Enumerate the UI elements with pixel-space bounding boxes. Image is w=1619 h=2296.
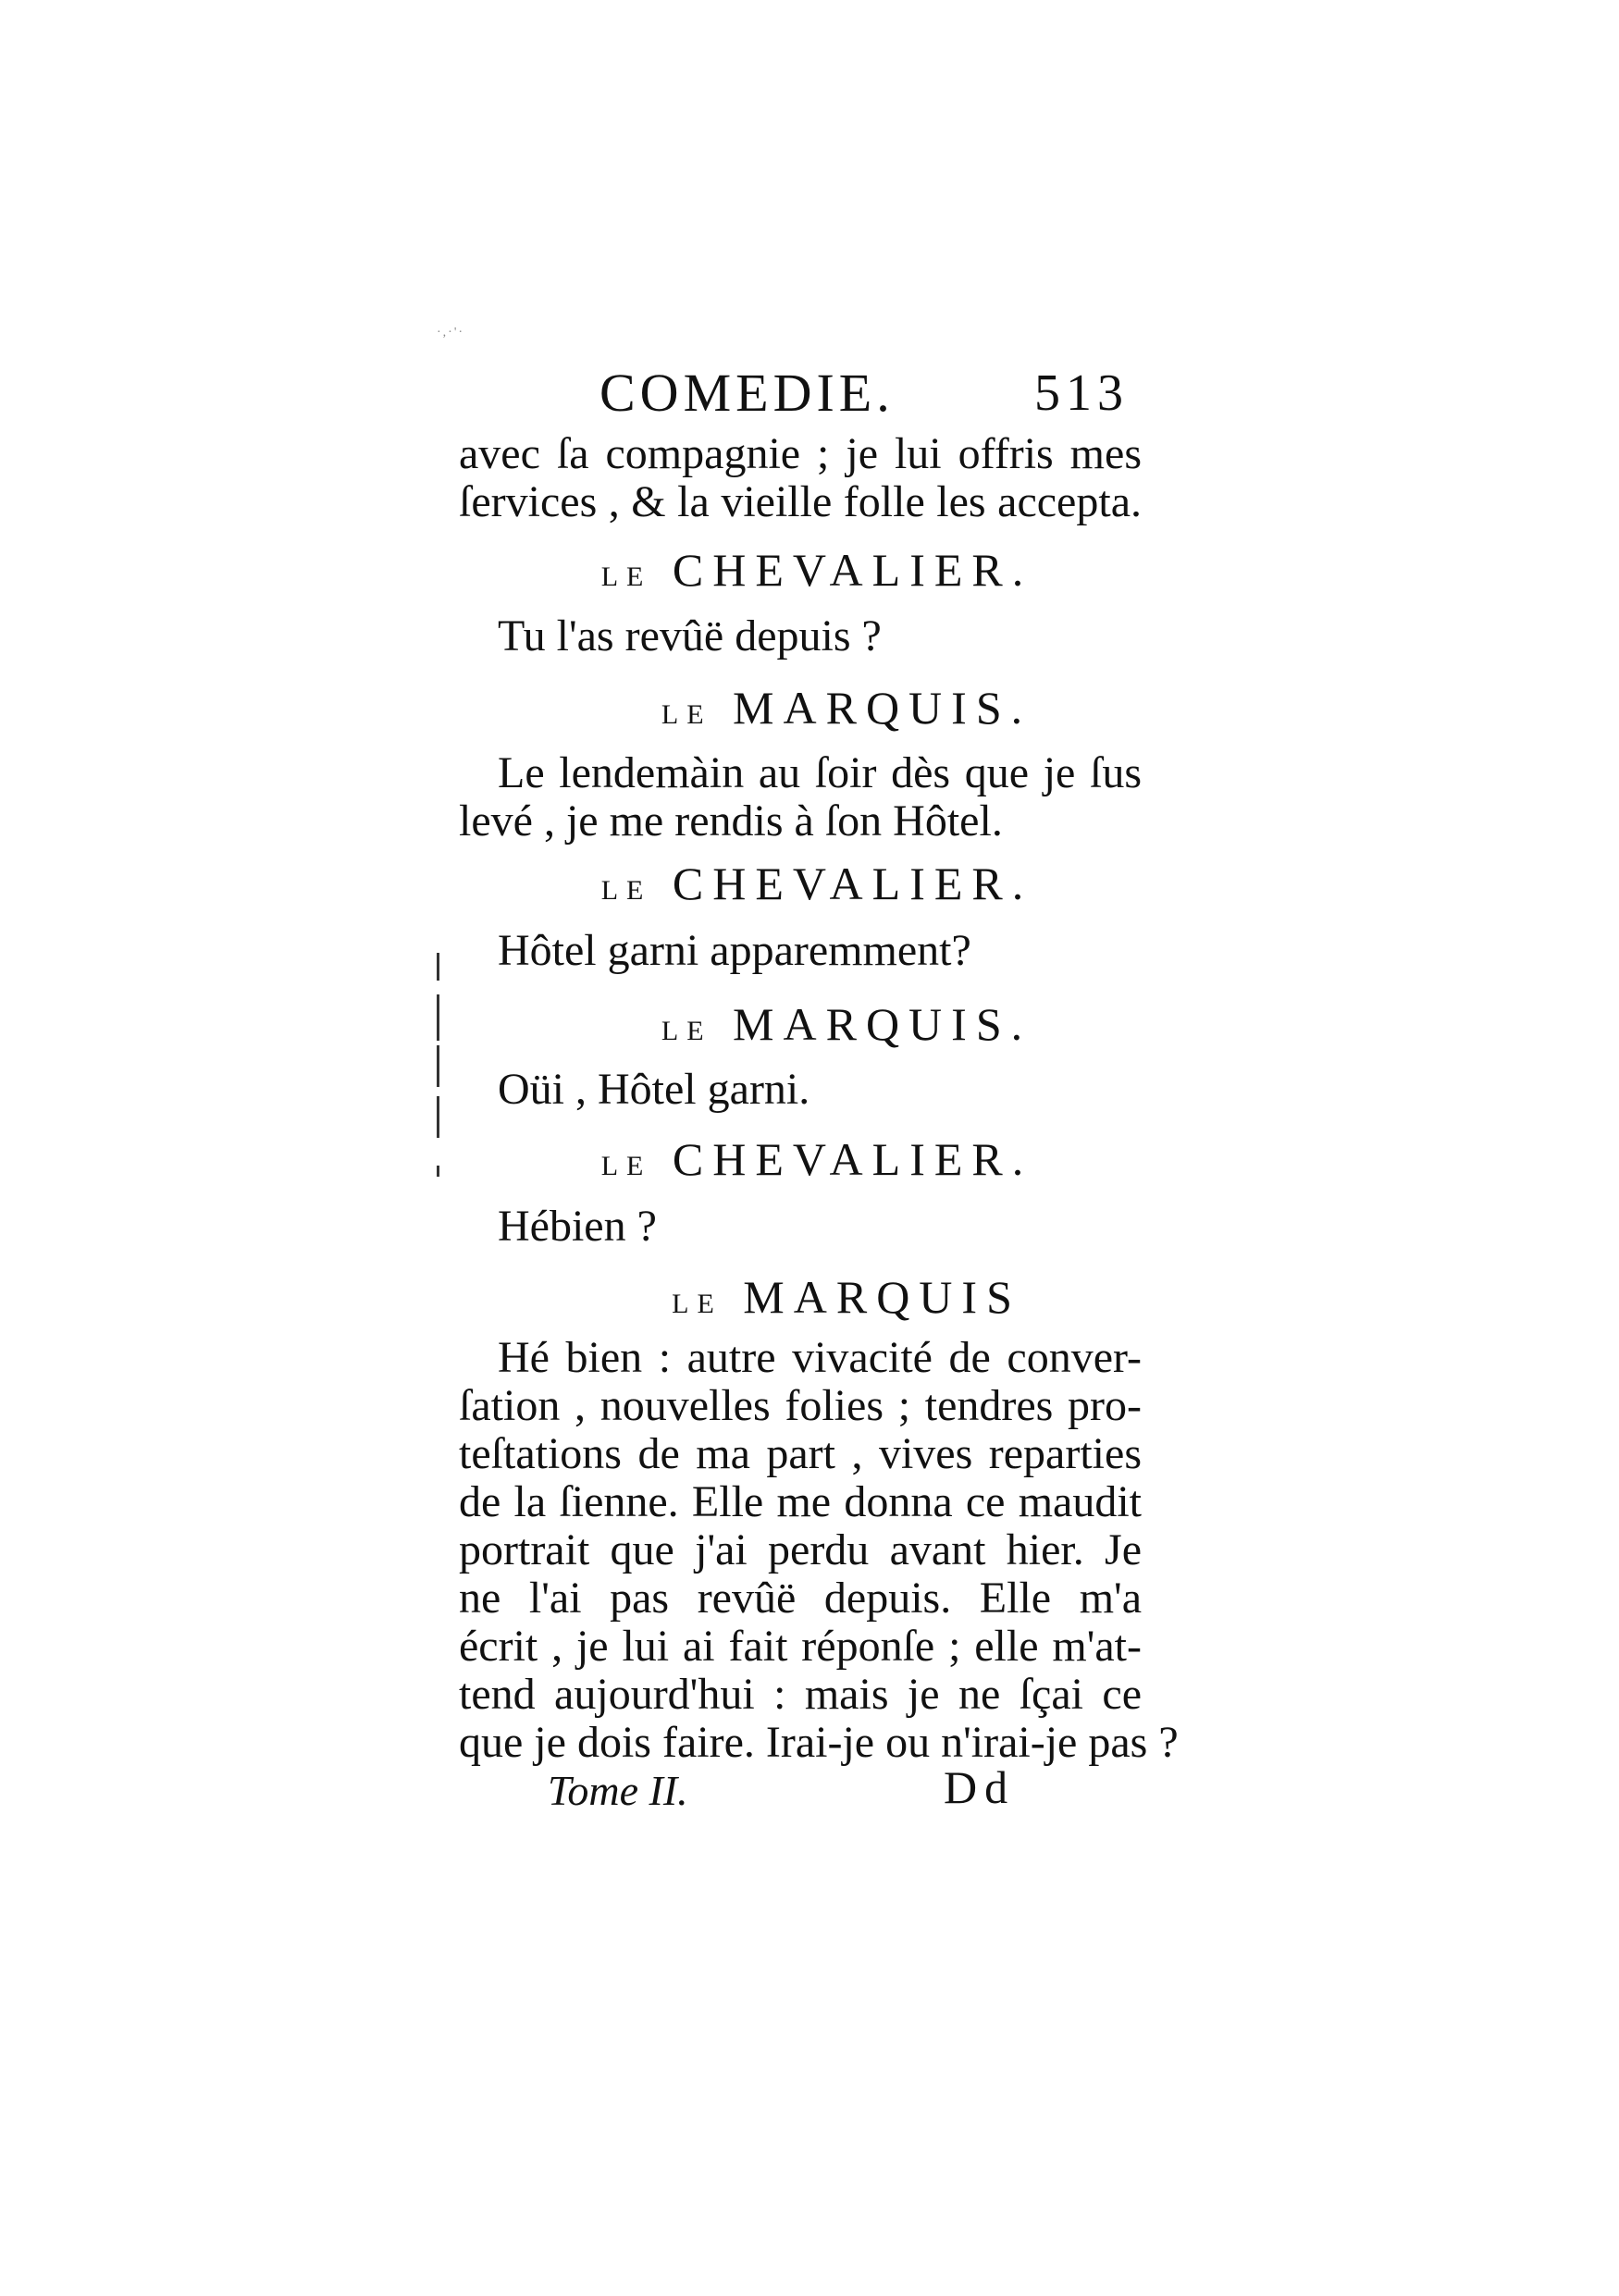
speaker-heading: [0, 1131, 1619, 1194]
dialogue-line: tend aujourd'hui : mais je ne ſçai ce: [459, 1670, 1142, 1719]
margin-rule: [437, 953, 439, 981]
text-line: ſervices , & la vieille folle les accepta.: [459, 477, 1142, 526]
speaker-article: LE: [600, 562, 652, 592]
dialogue-line: de la ſienne. Elle me donna ce maudit: [459, 1477, 1142, 1526]
speaker-heading: [0, 542, 1619, 605]
text-line: avec ſa compagnie ; je lui offris mes: [459, 429, 1142, 478]
dialogue-line: Le lendemàin au ſoir dès que je ſus: [498, 748, 1142, 797]
stray-ink-mark: ·,·'·: [437, 326, 465, 339]
dialogue-line: écrit , je lui ai fait réponſe ; elle m'at-: [459, 1622, 1142, 1671]
page-header: [0, 356, 1619, 430]
margin-rule: [437, 994, 439, 1041]
margin-rule: [437, 1045, 439, 1087]
speaker-name: CHEVALIER.: [672, 858, 1033, 909]
speaker-heading: [0, 680, 1619, 743]
dialogue-line: Hôtel garni apparemment?: [498, 926, 971, 975]
dialogue-line: ſation , nouvelles folies ; tendres pro-: [459, 1381, 1142, 1430]
dialogue-line: Oüi , Hôtel garni.: [498, 1065, 810, 1114]
dialogue-line: portrait que j'ai perdu avant hier. Je: [459, 1525, 1142, 1574]
dialogue-line: teſtations de ma part , vives reparties: [459, 1429, 1142, 1478]
page-number: 513: [1034, 364, 1129, 422]
dialogue-line: levé , je me rendis à ſon Hôtel.: [459, 796, 1003, 846]
speaker-name: CHEVALIER.: [672, 1133, 1033, 1185]
dialogue-line: ne l'ai pas revûë depuis. Elle m'a: [459, 1574, 1142, 1623]
speaker-name: MARQUIS.: [733, 998, 1032, 1050]
dialogue-line: Hé bien : autre vivacité de conver-: [498, 1333, 1142, 1382]
speaker-heading: [0, 996, 1619, 1059]
dialogue-line: Tu l'as revûë depuis ?: [498, 611, 882, 660]
speaker-name: CHEVALIER.: [672, 544, 1033, 596]
speaker-name: MARQUIS: [743, 1271, 1021, 1323]
speaker-article: LE: [600, 1151, 652, 1181]
speaker-article: LE: [600, 875, 652, 906]
dialogue-line: que je dois faire. Irai-je ou n'irai-je pas ?: [459, 1718, 1179, 1767]
running-title: COMEDIE.: [599, 363, 895, 423]
signature-mark: Dd: [944, 1761, 1016, 1813]
speaker-heading: [0, 856, 1619, 919]
speaker-article: LE: [672, 1289, 723, 1319]
speaker-article: LE: [661, 699, 712, 730]
speaker-heading: [0, 1269, 1619, 1332]
volume-marker: Tome II.: [548, 1767, 688, 1814]
margin-rule: [437, 1166, 439, 1177]
speaker-article: LE: [661, 1016, 712, 1046]
speaker-name: MARQUIS.: [733, 682, 1032, 734]
dialogue-line: Hébien ?: [498, 1202, 657, 1251]
margin-rule: [437, 1096, 439, 1138]
